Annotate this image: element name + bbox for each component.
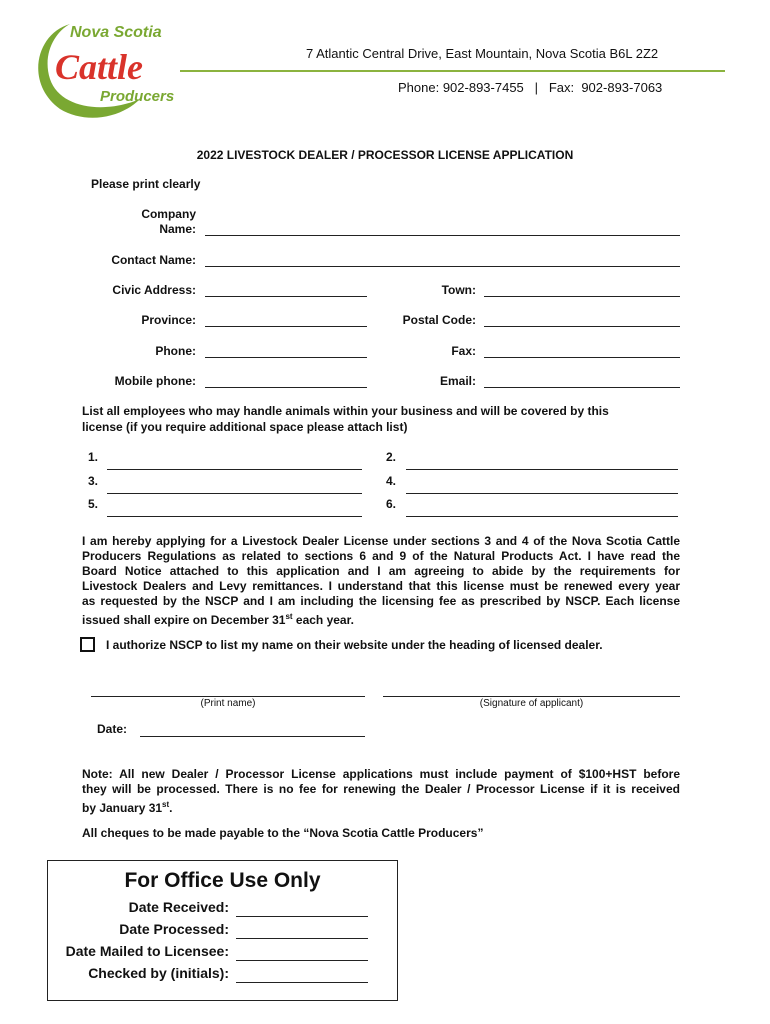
note-line-3 [82,797,173,816]
header-divider [180,70,725,72]
town-field[interactable] [484,296,680,297]
email-label: Email: [439,374,476,388]
note-line-3-sup: st [162,800,170,809]
employee-number-1: 1. [88,450,99,464]
note-line-1: Note: All new Dealer / Processor License applications must include payment of $100+HST before [82,767,680,781]
phone-field[interactable] [205,357,367,358]
employee-field-1[interactable] [107,469,362,470]
header-contact: Phone: 902-893-7455 | Fax: 902-893-7063 [398,80,663,95]
civic-address-field[interactable] [205,296,367,297]
employee-field-3[interactable] [107,493,362,494]
employee-number-5: 5. [88,497,99,511]
employee-number-4: 4. [386,474,397,488]
note-line-3-a: by January 31 [82,801,163,815]
mobile-phone-field[interactable] [205,387,367,388]
office-use-box [47,860,398,1001]
email-field[interactable] [484,387,680,388]
signature-field[interactable] [383,696,680,697]
date-mailed-label: Date Mailed to Licensee: [65,943,229,959]
form-title: 2022 LIVESTOCK DEALER / PROCESSOR LICENSE APPLICATION [196,148,574,162]
employees-instruction-1: List all employees who may handle animals within your business and will be covered by this [82,404,609,418]
fax-field[interactable] [484,357,680,358]
contact-name-label: Contact Name: [111,253,196,267]
declaration-line-6 [82,609,354,628]
mobile-phone-label: Mobile phone: [114,374,196,388]
declaration-line-4: Livestock Dealers and Levy remittances. I understand that this license must be renewed every year [82,579,680,593]
declaration-line-6-sup: st [285,612,293,621]
fax-label: Fax: [451,344,476,358]
date-processed-label: Date Processed: [119,921,229,937]
cheques-note: All cheques to be made payable to the “Nova Scotia Cattle Producers” [82,826,484,840]
signature-caption: (Signature of applicant) [479,698,584,709]
province-field[interactable] [205,326,367,327]
nscp-logo [30,14,180,124]
declaration-line-2: Producers Regulations as related to sections 6 and 9 of the Natural Products Act. I have read the [82,549,680,563]
company-label-1: Company [141,207,196,221]
province-label: Province: [141,313,196,327]
authorize-label: I authorize NSCP to list my name on their website under the heading of licensed dealer. [106,638,603,652]
declaration-line-3: Board Notice attached to this application and I am agreeing to abide by the requirements for [82,564,680,578]
date-mailed-field[interactable] [236,960,368,961]
employees-instruction-2: license (if you require additional space please attach list) [82,420,408,434]
employee-field-2[interactable] [406,469,678,470]
print-name-caption: (Print name) [200,698,256,709]
logo-line3: Producers [100,88,175,105]
header-address: 7 Atlantic Central Drive, East Mountain, Nova Scotia B6L 2Z2 [306,46,659,61]
date-processed-field[interactable] [236,938,368,939]
phone-label: Phone: [155,344,196,358]
employee-field-4[interactable] [406,493,678,494]
declaration-line-5: as requested by the NSCP and I am including the licensing fee as prescribed by NSCP. Each license [82,594,680,608]
date-received-field[interactable] [236,916,368,917]
note-line-2: they will be processed. There is no fee for renewing the Dealer / Processor License if it is received [82,782,680,796]
employee-field-5[interactable] [107,516,362,517]
print-clearly: Please print clearly [91,177,201,191]
postal-code-label: Postal Code: [402,313,476,327]
employee-number-6: 6. [386,497,397,511]
company-label-2: Name: [159,222,196,236]
office-use-title: For Office Use Only [124,869,321,892]
date-received-label: Date Received: [128,899,229,915]
postal-code-field[interactable] [484,326,680,327]
date-label: Date: [97,722,128,736]
employee-number-2: 2. [386,450,397,464]
civic-address-label: Civic Address: [112,283,196,297]
company-name-field[interactable] [205,235,680,236]
date-field[interactable] [140,736,365,737]
logo-line2: Cattle [55,47,143,87]
declaration-line-6-a: issued shall expire on December 31 [82,613,286,627]
logo-line1: Nova Scotia [70,24,162,41]
declaration-line-1: I am hereby applying for a Livestock Dealer License under sections 3 and 4 of the Nova Scotia Cattle [82,534,680,548]
employee-field-6[interactable] [406,516,678,517]
authorize-checkbox[interactable] [80,637,95,652]
town-label: Town: [441,283,476,297]
note-line-3-b: . [169,801,173,815]
print-name-field[interactable] [91,696,365,697]
contact-name-field[interactable] [205,266,680,267]
employee-number-3: 3. [88,474,99,488]
checked-by-field[interactable] [236,982,368,983]
declaration-line-6-b: each year. [292,613,354,627]
checked-by-label: Checked by (initials): [88,965,229,981]
